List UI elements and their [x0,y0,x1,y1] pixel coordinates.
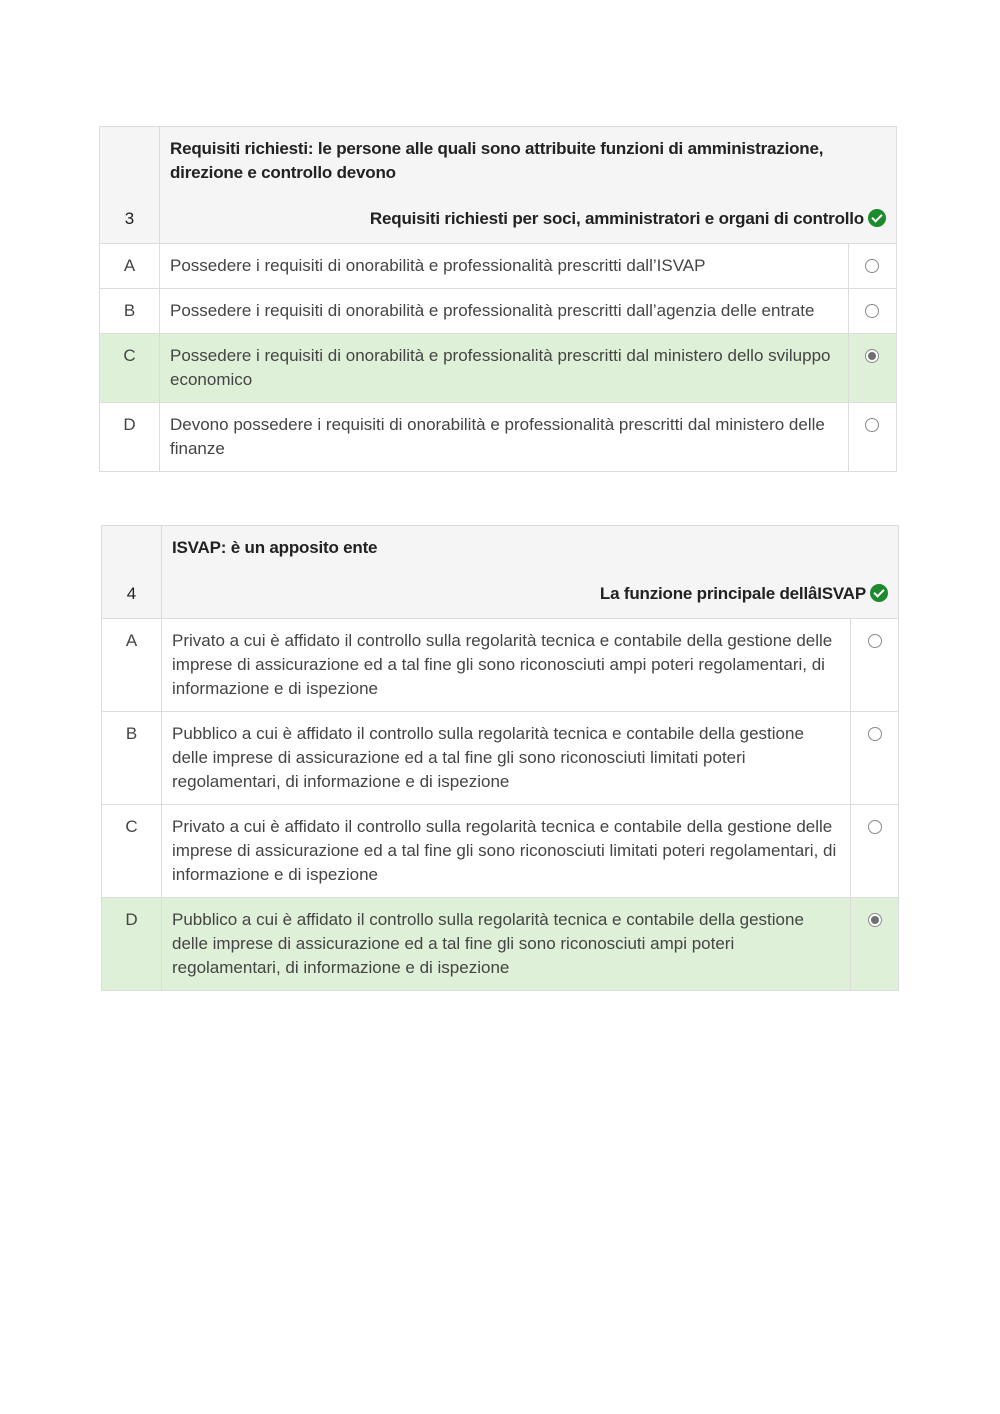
question-text: ISVAP: è un apposito ente [172,538,378,557]
question-category: Requisiti richiesti per soci, amministratori e organi di controllo [369,209,864,228]
question-category-line [170,207,886,231]
option-text: Privato a cui è affidato il controllo sulla regolarità tecnica e contabile della gestione delle imprese di assicurazione ed a tal fine gli sono riconosciuti ampi poteri regolamentari, di informazione e di ispezione [162,619,851,712]
option-row-a[interactable] [102,619,899,712]
option-text: Privato a cui è affidato il controllo sulla regolarità tecnica e contabile della gestione delle imprese di assicurazione ed a tal fine gli sono riconosciuti limitati poteri regolamentari, di informazione e di ispezione [162,805,851,898]
option-letter: B [100,289,160,334]
option-radio-cell [851,712,899,805]
option-row-a[interactable] [100,244,897,289]
radio-icon[interactable] [865,259,879,273]
question-category: La funzione principale dellâISVAP [599,584,866,603]
option-letter: B [102,712,162,805]
question-text: Requisiti richiesti: le persone alle quali sono attribuite funzioni di amministrazione, direzione e controllo devono [170,139,824,182]
option-radio-cell [848,244,896,289]
check-circle-icon [870,584,888,602]
radio-selected-icon[interactable] [868,913,882,927]
option-radio-cell [848,403,896,472]
question-card-3 [99,126,897,472]
option-radio-cell [851,805,899,898]
option-radio-cell [851,619,899,712]
option-text: Possedere i requisiti di onorabilità e professionalità prescritti dall’ISVAP [160,244,849,289]
option-text: Pubblico a cui è affidato il controllo sulla regolarità tecnica e contabile della gestione delle imprese di assicurazione ed a tal fine gli sono riconosciuti ampi poteri regolamentari, di informazione e di ispezione [162,898,851,991]
option-text: Possedere i requisiti di onorabilità e professionalità prescritti dall’agenzia delle entrate [160,289,849,334]
option-text: Pubblico a cui è affidato il controllo sulla regolarità tecnica e contabile della gestione delle imprese di assicurazione ed a tal fine gli sono riconosciuti limitati poteri regolamentari, di informazione e di ispezione [162,712,851,805]
option-letter: A [100,244,160,289]
option-radio-cell [851,898,899,991]
option-radio-cell [848,334,896,403]
option-row-d[interactable] [102,898,899,991]
question-number: 3 [100,127,160,244]
option-text: Possedere i requisiti di onorabilità e professionalità prescritti dal ministero dello sviluppo economico [160,334,849,403]
radio-icon[interactable] [865,304,879,318]
question-header [100,127,897,244]
radio-icon[interactable] [868,727,882,741]
option-letter: C [102,805,162,898]
option-letter: D [102,898,162,991]
option-radio-cell [848,289,896,334]
option-row-d[interactable] [100,403,897,472]
option-letter: C [100,334,160,403]
radio-icon[interactable] [868,634,882,648]
question-header-content [160,127,897,244]
radio-icon[interactable] [868,820,882,834]
option-letter: D [100,403,160,472]
question-number: 4 [102,526,162,619]
question-header-content [162,526,899,619]
question-card-4 [101,525,899,991]
option-row-c[interactable] [100,334,897,403]
option-row-c[interactable] [102,805,899,898]
option-letter: A [102,619,162,712]
check-circle-icon [868,209,886,227]
radio-icon[interactable] [865,418,879,432]
option-row-b[interactable] [100,289,897,334]
option-row-b[interactable] [102,712,899,805]
question-category-line [172,582,888,606]
option-text: Devono possedere i requisiti di onorabilità e professionalità prescritti dal ministero delle finanze [160,403,849,472]
radio-selected-icon[interactable] [865,349,879,363]
question-header [102,526,899,619]
